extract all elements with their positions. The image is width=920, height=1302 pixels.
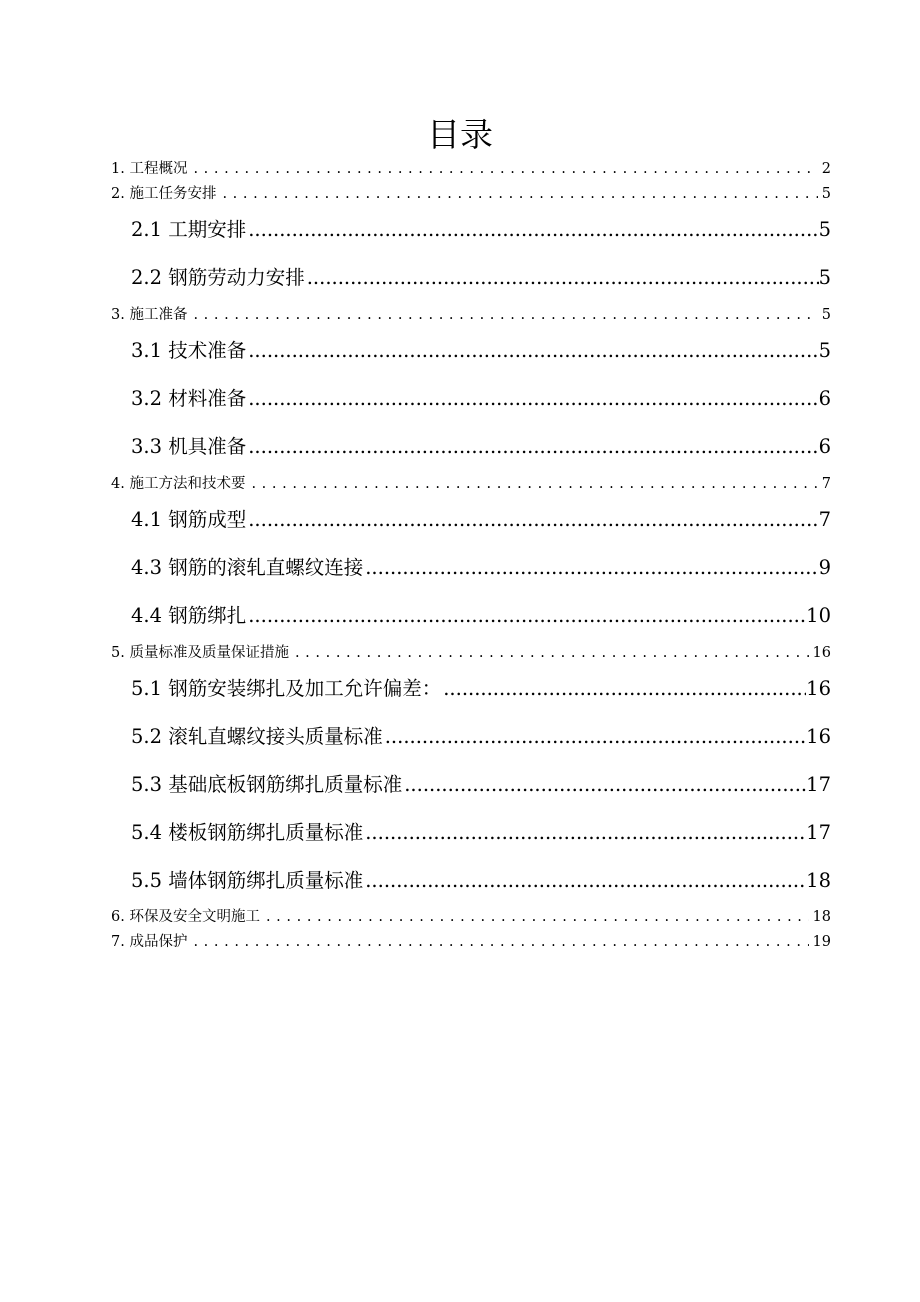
toc-entry-page: 17 [806, 821, 831, 844]
toc-entry-3-3[interactable] [131, 433, 831, 461]
toc-entry-4-4[interactable] [131, 602, 831, 630]
dot-leader [248, 385, 818, 413]
toc-entry-label: 7. 成品保护 [111, 934, 188, 950]
toc-entry-label: 5.1 钢筋安装绑扎及加工允许偏差： [131, 677, 442, 700]
toc-entry-5-1[interactable] [131, 675, 831, 703]
dot-leader [248, 216, 818, 244]
toc-entry-2-1[interactable] [131, 216, 831, 244]
toc-entry-page: 2 [821, 161, 831, 177]
dot-leader [365, 554, 818, 582]
toc-entry-7[interactable] [111, 931, 831, 953]
toc-entry-label: 3. 施工准备 [111, 307, 188, 323]
toc-entry-label: 2. 施工任务安排 [111, 186, 217, 202]
toc-entry-page: 5 [818, 266, 831, 289]
toc-entry-page: 7 [821, 476, 831, 492]
toc-entry-page: 5 [821, 307, 831, 323]
toc-entry-page: 6 [818, 435, 831, 458]
toc-entry-page: 16 [806, 677, 831, 700]
toc-entry-4-3[interactable] [131, 554, 831, 582]
toc-entry-4-1[interactable] [131, 506, 831, 534]
toc-entry-5-5[interactable] [131, 867, 831, 895]
toc-entry-label: 4.4 钢筋绑扎 [131, 604, 247, 627]
dot-leader [193, 931, 808, 953]
dot-leader [248, 337, 818, 365]
dot-leader [365, 819, 806, 847]
toc-entry-page: 7 [818, 508, 831, 531]
dot-leader [365, 867, 806, 895]
dot-leader [248, 433, 818, 461]
toc-entry-5-4[interactable] [131, 819, 831, 847]
dot-leader [266, 906, 809, 928]
toc-entry-5-2[interactable] [131, 723, 831, 751]
dot-leader [307, 264, 819, 292]
toc-entry-2-2[interactable] [131, 264, 831, 292]
toc-entry-label: 1. 工程概况 [111, 161, 188, 177]
dot-leader [222, 183, 817, 205]
toc-entry-page: 9 [818, 556, 831, 579]
toc-entry-3-1[interactable] [131, 337, 831, 365]
dot-leader [251, 473, 817, 495]
toc-entry-3[interactable] [111, 304, 831, 326]
toc-entry-page: 18 [812, 909, 831, 925]
toc-entry-page: 5 [821, 186, 831, 202]
toc-entry-page: 10 [806, 604, 831, 627]
dot-leader [248, 602, 806, 630]
dot-leader [404, 771, 806, 799]
toc-entry-label: 6. 环保及安全文明施工 [111, 909, 260, 925]
toc-entry-page: 16 [806, 725, 831, 748]
dot-leader [443, 675, 806, 703]
dot-leader [295, 642, 809, 664]
page-title: 目录 [427, 115, 493, 154]
dot-leader [248, 506, 818, 534]
dot-leader [193, 304, 817, 326]
dot-leader [193, 158, 817, 180]
toc-entry-5-3[interactable] [131, 771, 831, 799]
toc-entry-page: 5 [818, 218, 831, 241]
toc-entry-label: 5. 质量标准及质量保证措施 [111, 645, 289, 661]
toc-entry-5[interactable] [111, 642, 831, 664]
toc-entry-page: 16 [812, 645, 831, 661]
dot-leader [385, 723, 806, 751]
toc-entry-label: 5.3 基础底板钢筋绑扎质量标准 [131, 773, 403, 796]
toc-entry-6[interactable] [111, 906, 831, 928]
toc-entry-label: 4.1 钢筋成型 [131, 508, 247, 531]
toc-entry-label: 3.1 技术准备 [131, 339, 247, 362]
toc-entry-page: 18 [806, 869, 831, 892]
toc-entry-page: 19 [812, 934, 831, 950]
toc-entry-label: 3.3 机具准备 [131, 435, 247, 458]
toc-entry-3-2[interactable] [131, 385, 831, 413]
toc-entry-page: 6 [818, 387, 831, 410]
toc-entry-2[interactable] [111, 183, 831, 205]
toc-entry-label: 2.1 工期安排 [131, 218, 247, 241]
toc-entry-label: 3.2 材料准备 [131, 387, 247, 410]
toc-entry-label: 5.4 楼板钢筋绑扎质量标准 [131, 821, 364, 844]
toc-entry-label: 5.2 滚轧直螺纹接头质量标准 [131, 725, 383, 748]
toc-entry-1[interactable] [111, 158, 831, 180]
toc-entry-label: 5.5 墙体钢筋绑扎质量标准 [131, 869, 364, 892]
toc-entry-label: 4. 施工方法和技术要 [111, 476, 246, 492]
toc-entry-4[interactable] [111, 473, 831, 495]
toc-entry-label: 2.2 钢筋劳动力安排 [131, 266, 305, 289]
toc-entry-label: 4.3 钢筋的滚轧直螺纹连接 [131, 556, 364, 579]
toc-entry-page: 5 [818, 339, 831, 362]
toc-entry-page: 17 [806, 773, 831, 796]
